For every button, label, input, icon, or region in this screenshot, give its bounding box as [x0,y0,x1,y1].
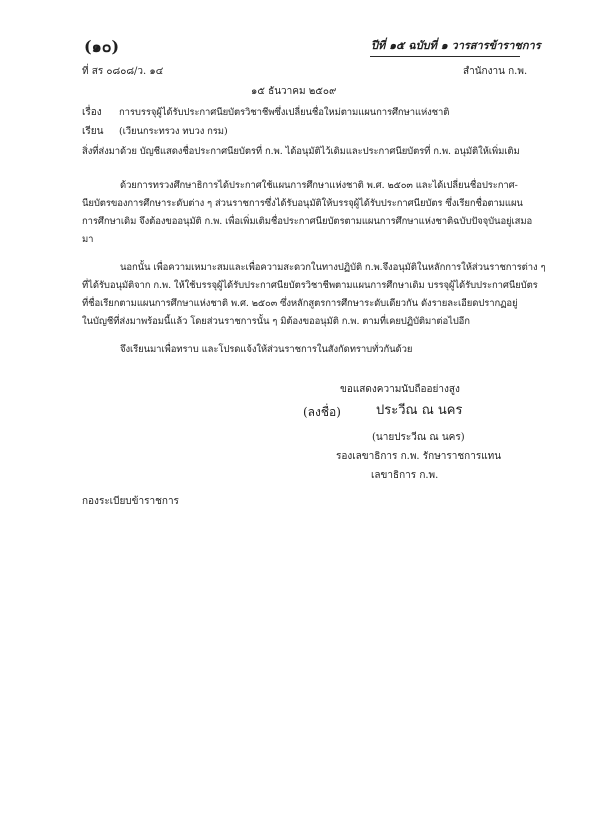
header-underline [370,56,520,57]
signer-name: (นายประวีณ ณ นคร) [372,432,465,443]
signed-label: (ลงชื่อ) [303,405,341,419]
para1-line: ด้วยการทรวงศึกษาธิการได้ประกาศใช้แผนการศึกษาแห่งชาติ พ.ศ. ๒๕๐๓ และได้เปลี่ยนชื่อประกาศ- [120,180,518,191]
subject-text: การบรรจุผู้ได้รับประกาศนียบัตรวิชาชีพซึ่งเปลี่ยนชื่อใหม่ตามแผนการศึกษาแห่งชาติ [119,107,450,118]
signer-position-line2: เลขาธิการ ก.พ. [371,470,439,481]
to-text: (เวียนกระทรวง ทบวง กรม) [119,126,228,137]
signer-position-line1: รองเลขาธิการ ก.พ. รักษาราชการแทน [336,451,502,462]
division-name: กองระเบียบข้าราชการ [82,496,179,507]
to-label: เรียน [82,126,104,137]
issuing-office: สำนักงาน ก.พ. [463,66,528,77]
para1-line: นียบัตรของการศึกษาระดับต่าง ๆ ส่วนราชการซึ่งได้รับอนุมัติให้บรรจุผู้ได้รับประกาศนียบัตร ซึ่งเรียกชื่อตามแผน [82,198,523,209]
enclosure-line: สิ่งที่ส่งมาด้วย บัญชีแสดงชื่อประกาศนียบัตรที่ ก.พ. ได้อนุมัติไว้เดิมและประกาศนียบัตรที่ ก.พ. อนุมัติให้เพิ่มเติม [82,146,520,157]
subject-label: เรื่อง [82,107,102,118]
series-header: ปีที่ ๑๕ ฉบับที่ ๑ วารสารข้าราชการ [371,39,541,52]
page-number: (๑๐) [84,37,120,56]
signed-name: ประวีณ ณ นคร [376,403,463,418]
reference-number: ที่ สร ๐๘๐๘/ว. ๑๔ [82,66,164,77]
para2-line: ที่ชื่อเรียกตามแผนการศึกษาแห่งชาติ พ.ศ. ๒๕๐๓ ซึ่งหลักสูตรการศึกษาระดับเดียวกัน ดังรายละเอียดปรากฏอยู่ [82,298,518,309]
para1-line: มา [82,234,94,245]
para3-line: จึงเรียนมาเพื่อทราบ และโปรดแจ้งให้ส่วนราชการในสังกัดทราบทั่วกันด้วย [120,344,413,355]
para2-line: ในบัญชีที่ส่งมาพร้อมนี้แล้ว โดยส่วนราชการนั้น ๆ มิต้องขออนุมัติ ก.พ. ตามที่เคยปฏิบัติมาต่อไปอีก [82,316,470,327]
para2-line: นอกนั้น เพื่อความเหมาะสมและเพื่อความสะดวกในทางปฏิบัติ ก.พ.จึงอนุมัติในหลักการให้ส่วนราชการต่าง ๆ [120,262,546,273]
closing-phrase: ขอแสดงความนับถืออย่างสูง [340,384,460,395]
letter-date: ๑๕ ธันวาคม ๒๕๐๙ [251,86,337,97]
para1-line: การศึกษาเดิม จึงต้องขออนุมัติ ก.พ. เพื่อเพิ่มเติมชื่อประกาศนียบัตรตามแผนการศึกษาแห่งชาติฉบับปัจจุบันอยู่เสมอ [82,216,533,227]
para2-line: ที่ได้รับอนุมัติจาก ก.พ. ให้ใช้บรรจุผู้ได้รับประกาศนียบัตรวิชาชีพตามแผนการศึกษาเดิม บรรจุผู้ได้รับประกาศนียบัตร [82,280,538,291]
